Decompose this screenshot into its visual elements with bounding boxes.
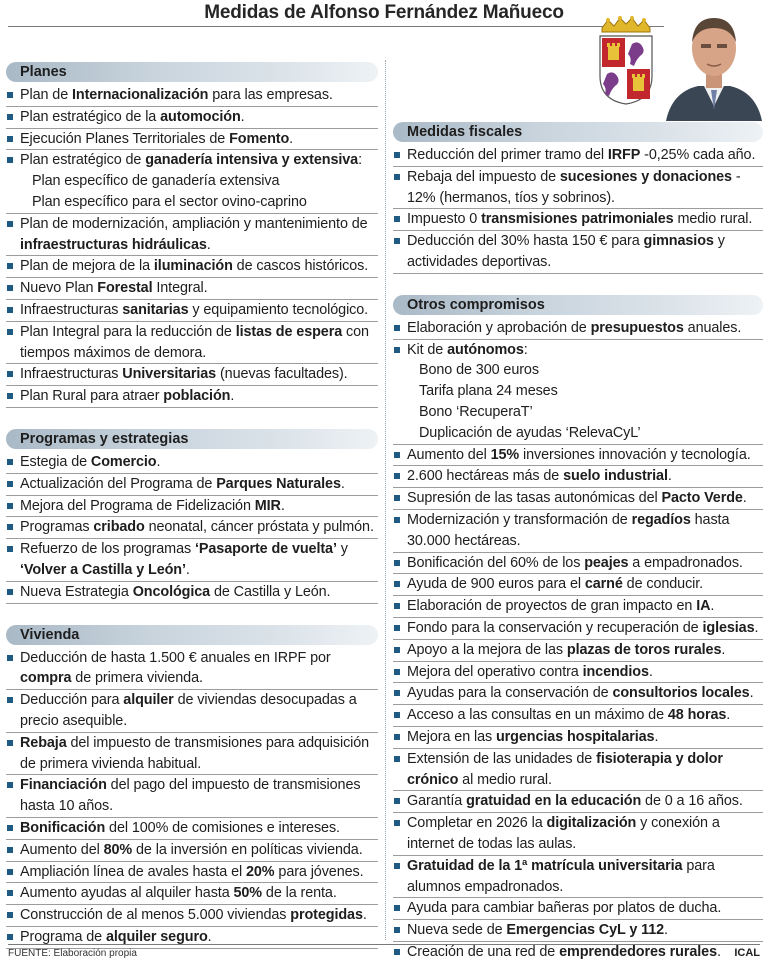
- item-text: Aumento ayudas al alquiler hasta: [20, 885, 234, 902]
- item-text: .: [749, 685, 754, 702]
- list-subitem: Bono ‘RecuperaT’: [419, 403, 533, 420]
- square-bullet-icon: [394, 495, 400, 501]
- list-item: [393, 813, 763, 856]
- section-heading: Medidas fiscales: [393, 122, 763, 142]
- square-bullet-icon: [394, 798, 400, 804]
- section-heading: Vivienda: [6, 625, 378, 645]
- list-item: [6, 862, 378, 884]
- item-highlight-text: cribado: [93, 519, 145, 536]
- item-highlight-text: Parques Naturales: [216, 475, 341, 492]
- item-highlight-text: automoción: [160, 108, 241, 125]
- square-bullet-icon: [394, 863, 400, 869]
- square-bullet-icon: [7, 114, 13, 120]
- item-text: Rebaja del impuesto de: [407, 168, 560, 185]
- item-text: Ejecución Planes Territoriales de: [20, 130, 230, 147]
- square-bullet-icon: [7, 481, 13, 487]
- item-text: - 12% (hermanos, tíos y sobrinos).: [407, 168, 741, 206]
- list-item: [393, 705, 763, 727]
- item-text: Infraestructuras: [20, 366, 123, 383]
- item-text: Ayudas para la conservación de: [407, 685, 613, 702]
- square-bullet-icon: [7, 371, 13, 377]
- left-column: [6, 62, 378, 963]
- item-highlight-text: digitalización: [546, 815, 637, 832]
- item-highlight-text: autónomos: [447, 341, 524, 358]
- list-item: [6, 905, 378, 927]
- square-bullet-icon: [394, 347, 400, 353]
- list-item: [6, 690, 378, 733]
- item-text: de 0 a 16 años.: [641, 793, 743, 810]
- item-text: a empadronados.: [628, 554, 743, 571]
- list-item: [6, 364, 378, 386]
- item-text: para alumnos empadronados.: [407, 857, 715, 895]
- item-highlight-text: Emergencias CyL y 112: [506, 922, 665, 939]
- item-highlight-text: peajes: [584, 554, 629, 571]
- square-bullet-icon: [394, 905, 400, 911]
- list-item: [393, 318, 763, 340]
- item-text: del impuesto de transmisiones para adquisición de primera vivienda habitual.: [20, 734, 370, 772]
- item-text: .: [754, 619, 759, 636]
- item-highlight-text: ‘Pasaporte de vuelta’: [194, 541, 337, 558]
- item-text: Infraestructuras: [20, 301, 123, 318]
- item-highlight-text: 80%: [103, 841, 133, 858]
- item-highlight-text: sanitarias: [122, 301, 189, 318]
- item-text: :: [523, 341, 528, 358]
- square-bullet-icon: [394, 949, 400, 955]
- item-text: .: [667, 468, 672, 485]
- list-item: [6, 452, 378, 474]
- item-text: Plan estratégico de la: [20, 108, 161, 125]
- item-highlight-text: IRFP: [607, 147, 641, 163]
- item-highlight-text: gimnasios: [643, 233, 714, 250]
- item-text: del 100% de comisiones e intereses.: [105, 819, 340, 836]
- item-text: .: [710, 598, 715, 615]
- item-text: anuales.: [683, 319, 742, 336]
- item-text: .: [340, 475, 345, 492]
- list-item: [393, 167, 763, 210]
- item-highlight-text: emprendedores rurales: [559, 943, 717, 960]
- square-bullet-icon: [7, 136, 13, 142]
- item-text: Aumento del: [20, 841, 104, 858]
- square-bullet-icon: [394, 560, 400, 566]
- item-text: Plan Integral para la reducción de: [20, 323, 236, 340]
- item-highlight-text: Pacto Verde: [661, 490, 743, 507]
- item-text: Nueva sede de: [407, 922, 507, 939]
- square-bullet-icon: [7, 221, 13, 227]
- square-bullet-icon: [7, 589, 13, 595]
- item-highlight-text: fisioterapia y dolor crónico: [407, 750, 723, 788]
- item-text: Nuevo Plan: [20, 280, 98, 297]
- item-highlight-text: regadíos: [631, 511, 691, 528]
- list-item: [6, 496, 378, 518]
- square-bullet-icon: [394, 625, 400, 631]
- section-programas-y-estrategias: [6, 429, 378, 604]
- list-item: [393, 749, 763, 792]
- list-item: [6, 150, 378, 171]
- item-text: hasta 30.000 hectáreas.: [407, 511, 730, 549]
- list-item: [6, 883, 378, 905]
- item-text: de Castilla y León.: [210, 583, 331, 600]
- square-bullet-icon: [7, 869, 13, 875]
- item-highlight-text: IA: [696, 598, 711, 615]
- item-text: Ayuda de 900 euros para el: [407, 576, 585, 593]
- item-text: Plan estratégico de: [20, 152, 146, 169]
- item-text: medio rural.: [673, 211, 753, 228]
- item-highlight-text: Gratuidad de la 1ª matrícula universitaria: [407, 857, 683, 874]
- item-text: -0,25% cada año.: [640, 147, 756, 163]
- list-item: [6, 300, 378, 322]
- square-bullet-icon: [7, 459, 13, 465]
- item-text: .: [207, 928, 212, 945]
- item-text: de cascos históricos.: [232, 258, 369, 275]
- item-text: Plan Rural para atraer: [20, 388, 164, 405]
- square-bullet-icon: [7, 157, 13, 163]
- square-bullet-icon: [394, 238, 400, 244]
- item-text: .: [654, 728, 659, 745]
- item-text: Deducción para: [20, 692, 124, 709]
- list-item: [393, 553, 763, 575]
- item-text: .: [230, 388, 235, 405]
- square-bullet-icon: [7, 655, 13, 661]
- square-bullet-icon: [7, 285, 13, 291]
- item-highlight-text: protegidas: [290, 907, 363, 924]
- square-bullet-icon: [394, 734, 400, 740]
- item-highlight-text: Internacionalización: [72, 87, 209, 103]
- list-item: [6, 517, 378, 539]
- item-text: Plan de: [20, 87, 73, 103]
- square-bullet-icon: [7, 825, 13, 831]
- section-medidas-fiscales: [393, 122, 763, 274]
- square-bullet-icon: [394, 216, 400, 222]
- square-bullet-icon: [7, 912, 13, 918]
- item-text: de la renta.: [262, 885, 337, 902]
- square-bullet-icon: [394, 581, 400, 587]
- square-bullet-icon: [394, 927, 400, 933]
- square-bullet-icon: [394, 174, 400, 180]
- page-title: Medidas de Alfonso Fernández Mañueco: [204, 2, 564, 23]
- list-item: [6, 322, 378, 365]
- square-bullet-icon: [394, 152, 400, 158]
- item-text: .: [726, 707, 731, 724]
- list-item: [393, 791, 763, 813]
- item-text: Acceso a las consultas en un máximo de: [407, 707, 668, 724]
- list-item: [393, 209, 763, 231]
- portrait-photo: [664, 6, 764, 121]
- item-text: Kit de: [407, 341, 448, 358]
- square-bullet-icon: [394, 669, 400, 675]
- item-text: :: [358, 152, 362, 169]
- list-item: [6, 840, 378, 862]
- item-text: Estegia de: [20, 453, 91, 470]
- item-text: .: [362, 907, 367, 924]
- list-subitem: Bono de 300 euros: [419, 362, 539, 379]
- item-highlight-text: Bonificación: [20, 819, 106, 836]
- item-text: (nuevas facultades).: [216, 366, 348, 383]
- list-subitem: Plan específico de ganadería extensiva: [32, 173, 280, 190]
- item-text: Mejora del operativo contra: [407, 663, 583, 680]
- item-text: Programa de: [20, 928, 106, 945]
- item-text: y conexión a internet de todas las aulas.: [407, 815, 720, 852]
- list-item: [393, 618, 763, 640]
- item-highlight-text: consultorios locales: [612, 685, 750, 702]
- item-highlight-text: Forestal: [97, 280, 153, 297]
- item-text: Completar en 2026 la: [407, 815, 547, 832]
- square-bullet-icon: [394, 603, 400, 609]
- square-bullet-icon: [7, 92, 13, 98]
- list-item: [6, 927, 378, 949]
- item-text: con tiempos máximos de demora.: [20, 323, 369, 361]
- item-highlight-text: Rebaja: [20, 734, 67, 751]
- item-highlight-text: suelo industrial: [563, 468, 668, 485]
- item-text: Refuerzo de los programas: [20, 541, 195, 558]
- item-text: Creación de una red de: [407, 943, 560, 960]
- right-column: [393, 122, 763, 963]
- item-text: .: [206, 236, 211, 253]
- item-text: Reducción del primer tramo del: [407, 147, 608, 163]
- list-item: [6, 129, 378, 151]
- item-highlight-text: alquiler seguro: [106, 928, 208, 945]
- list-item: [6, 648, 378, 691]
- square-bullet-icon: [394, 756, 400, 762]
- item-text: .: [648, 663, 653, 680]
- square-bullet-icon: [7, 329, 13, 335]
- list-item: [393, 596, 763, 618]
- list-item: [393, 231, 763, 274]
- item-highlight-text: gratuidad en la educación: [466, 793, 642, 810]
- item-highlight-text: 20%: [246, 863, 275, 880]
- item-text: Supresión de las tasas autonómicas del: [407, 490, 662, 507]
- list-item: [6, 539, 378, 582]
- item-highlight-text: incendios: [582, 663, 649, 680]
- square-bullet-icon: [394, 647, 400, 653]
- item-highlight-text: 50%: [233, 885, 263, 902]
- square-bullet-icon: [7, 307, 13, 313]
- item-highlight-text: Financiación: [20, 777, 107, 794]
- item-highlight-text: Universitarias: [122, 366, 217, 383]
- list-item: [6, 818, 378, 840]
- item-text: Impuesto 0: [407, 211, 482, 228]
- section-otros-compromisos: [393, 295, 763, 963]
- list-item: [393, 510, 763, 553]
- list-item: [393, 340, 763, 361]
- list-item: [393, 466, 763, 488]
- item-text: Nueva Estrategia: [20, 583, 133, 600]
- item-text: .: [280, 497, 285, 514]
- square-bullet-icon: [394, 712, 400, 718]
- item-text: neonatal, cáncer próstata y pulmón.: [144, 519, 374, 536]
- item-text: de la inversión en políticas vivienda.: [132, 841, 363, 858]
- item-text: Elaboración de proyectos de gran impacto en: [407, 598, 697, 615]
- square-bullet-icon: [394, 820, 400, 826]
- item-highlight-text: urgencias hospitalarias: [495, 728, 655, 745]
- item-text: del pago del impuesto de transmisiones hasta 10 años.: [20, 777, 361, 815]
- square-bullet-icon: [394, 325, 400, 331]
- item-text: y actividades deportivas.: [407, 233, 725, 270]
- list-item: [393, 727, 763, 749]
- item-highlight-text: infraestructuras hidráulicas: [20, 236, 207, 253]
- section-heading: Programas y estrategias: [6, 429, 378, 449]
- list-subitem: Tarifa plana 24 meses: [419, 383, 558, 400]
- item-highlight-text: ‘Volver a Castilla y León’: [20, 561, 186, 578]
- item-highlight-text: Comercio: [90, 453, 157, 470]
- list-item: [393, 856, 763, 899]
- item-text: Apoyo a la mejora de las: [407, 641, 567, 658]
- item-highlight-text: compra: [20, 670, 72, 687]
- item-text: Deducción del 30% hasta 150 € para: [407, 233, 644, 250]
- item-text: de viviendas desocupadas a precio asequible.: [20, 692, 357, 729]
- square-bullet-icon: [394, 690, 400, 696]
- list-item: [6, 107, 378, 129]
- item-text: Modernización y transformación de: [407, 511, 632, 528]
- list-item: [6, 256, 378, 278]
- section-vivienda: [6, 625, 378, 949]
- item-highlight-text: iluminación: [153, 258, 233, 275]
- item-text: .: [240, 108, 245, 125]
- square-bullet-icon: [7, 546, 13, 552]
- footer-rule: [8, 944, 760, 945]
- item-text: de conducir.: [622, 576, 704, 593]
- column-divider: [385, 60, 386, 940]
- item-text: .: [742, 490, 747, 507]
- list-item: [393, 574, 763, 596]
- item-text: Programas: [20, 519, 94, 536]
- item-text: Bonificación del 60% de los: [407, 554, 585, 571]
- item-text: Integral.: [152, 280, 208, 297]
- item-text: .: [289, 130, 294, 147]
- item-highlight-text: iglesias: [702, 619, 755, 636]
- item-text: Deducción de hasta 1.500 € anuales en IRPF por: [20, 649, 331, 666]
- square-bullet-icon: [7, 890, 13, 896]
- item-highlight-text: plazas de toros rurales: [566, 641, 722, 658]
- square-bullet-icon: [7, 393, 13, 399]
- list-item: [393, 662, 763, 684]
- list-item: [6, 85, 378, 107]
- castilla-leon-coat-of-arms-icon: [596, 14, 656, 106]
- item-highlight-text: ganadería intensiva y extensiva: [145, 152, 359, 169]
- square-bullet-icon: [394, 452, 400, 458]
- item-text: y: [336, 541, 348, 558]
- item-text: Elaboración y aprobación de: [407, 319, 591, 336]
- item-text: 2.600 hectáreas más de: [407, 468, 564, 485]
- list-item: [393, 488, 763, 510]
- square-bullet-icon: [7, 847, 13, 853]
- item-text: para las empresas.: [208, 87, 333, 103]
- item-text: de primera vivienda.: [71, 670, 203, 687]
- item-highlight-text: presupuestos: [590, 319, 684, 336]
- item-text: .: [664, 922, 668, 939]
- item-text: Garantía: [407, 793, 467, 810]
- section-heading: Planes: [6, 62, 378, 82]
- list-item: [393, 640, 763, 662]
- list-subitem: Duplicación de ayudas ‘RelevaCyL’: [393, 423, 763, 445]
- item-highlight-text: MIR: [254, 497, 281, 514]
- square-bullet-icon: [394, 517, 400, 523]
- item-text: Actualización del Programa de: [20, 475, 217, 492]
- item-highlight-text: población: [163, 388, 231, 405]
- square-bullet-icon: [7, 740, 13, 746]
- list-item: [6, 278, 378, 300]
- item-text: para jóvenes.: [274, 863, 364, 880]
- item-highlight-text: sucesiones y donaciones: [559, 168, 732, 185]
- item-highlight-text: Fomento: [229, 130, 290, 147]
- item-text: Extensión de las unidades de: [407, 750, 597, 767]
- list-item: [393, 445, 763, 467]
- item-text: .: [716, 943, 721, 960]
- square-bullet-icon: [7, 503, 13, 509]
- square-bullet-icon: [7, 524, 13, 530]
- list-item: [393, 898, 763, 920]
- list-item: [393, 942, 763, 963]
- item-text: .: [156, 453, 161, 470]
- item-highlight-text: 15%: [490, 446, 520, 463]
- item-highlight-text: 48 horas: [667, 707, 727, 724]
- list-item: [6, 386, 378, 408]
- item-highlight-text: alquiler: [123, 692, 174, 709]
- item-text: Mejora en las: [407, 728, 496, 745]
- item-text: Plan de modernización, ampliación y mantenimiento de: [20, 215, 368, 232]
- item-text: Plan de mejora de la: [20, 258, 154, 275]
- square-bullet-icon: [7, 263, 13, 269]
- item-highlight-text: listas de espera: [235, 323, 343, 340]
- item-text: inversiones innovación y tecnología.: [519, 446, 751, 463]
- item-highlight-text: carné: [584, 576, 623, 593]
- item-text: Aumento del: [407, 446, 491, 463]
- item-text: Fondo para la conservación y recuperación de: [407, 619, 703, 636]
- list-item: [6, 582, 378, 604]
- item-text: Ayuda para cambiar bañeras por platos de ducha.: [407, 900, 722, 917]
- list-item: [6, 733, 378, 776]
- square-bullet-icon: [7, 782, 13, 788]
- list-item: [6, 775, 378, 818]
- square-bullet-icon: [7, 934, 13, 940]
- item-highlight-text: transmisiones patrimoniales: [481, 211, 674, 228]
- item-text: Mejora del Programa de Fidelización: [20, 497, 255, 514]
- item-text: Ampliación línea de avales hasta el: [20, 863, 246, 880]
- item-text: al medio rural.: [458, 771, 552, 788]
- item-text: y equipamiento tecnológico.: [188, 301, 369, 318]
- square-bullet-icon: [394, 473, 400, 479]
- section-heading: Otros compromisos: [393, 295, 763, 315]
- list-item: [393, 683, 763, 705]
- section-planes: [6, 62, 378, 408]
- footer-brand: ICAL: [734, 947, 760, 959]
- square-bullet-icon: [7, 697, 13, 703]
- list-item: [6, 474, 378, 496]
- item-text: .: [185, 561, 190, 578]
- item-highlight-text: Oncológica: [132, 583, 211, 600]
- list-item: [393, 145, 763, 167]
- item-text: Construcción de al menos 5.000 viviendas: [20, 907, 291, 924]
- list-item: [393, 920, 763, 942]
- list-item: [6, 214, 378, 257]
- footer-source: FUENTE: Elaboración propia: [8, 948, 137, 959]
- item-text: .: [721, 641, 726, 658]
- list-subitem: Plan específico para el sector ovino-caprino: [6, 192, 378, 214]
